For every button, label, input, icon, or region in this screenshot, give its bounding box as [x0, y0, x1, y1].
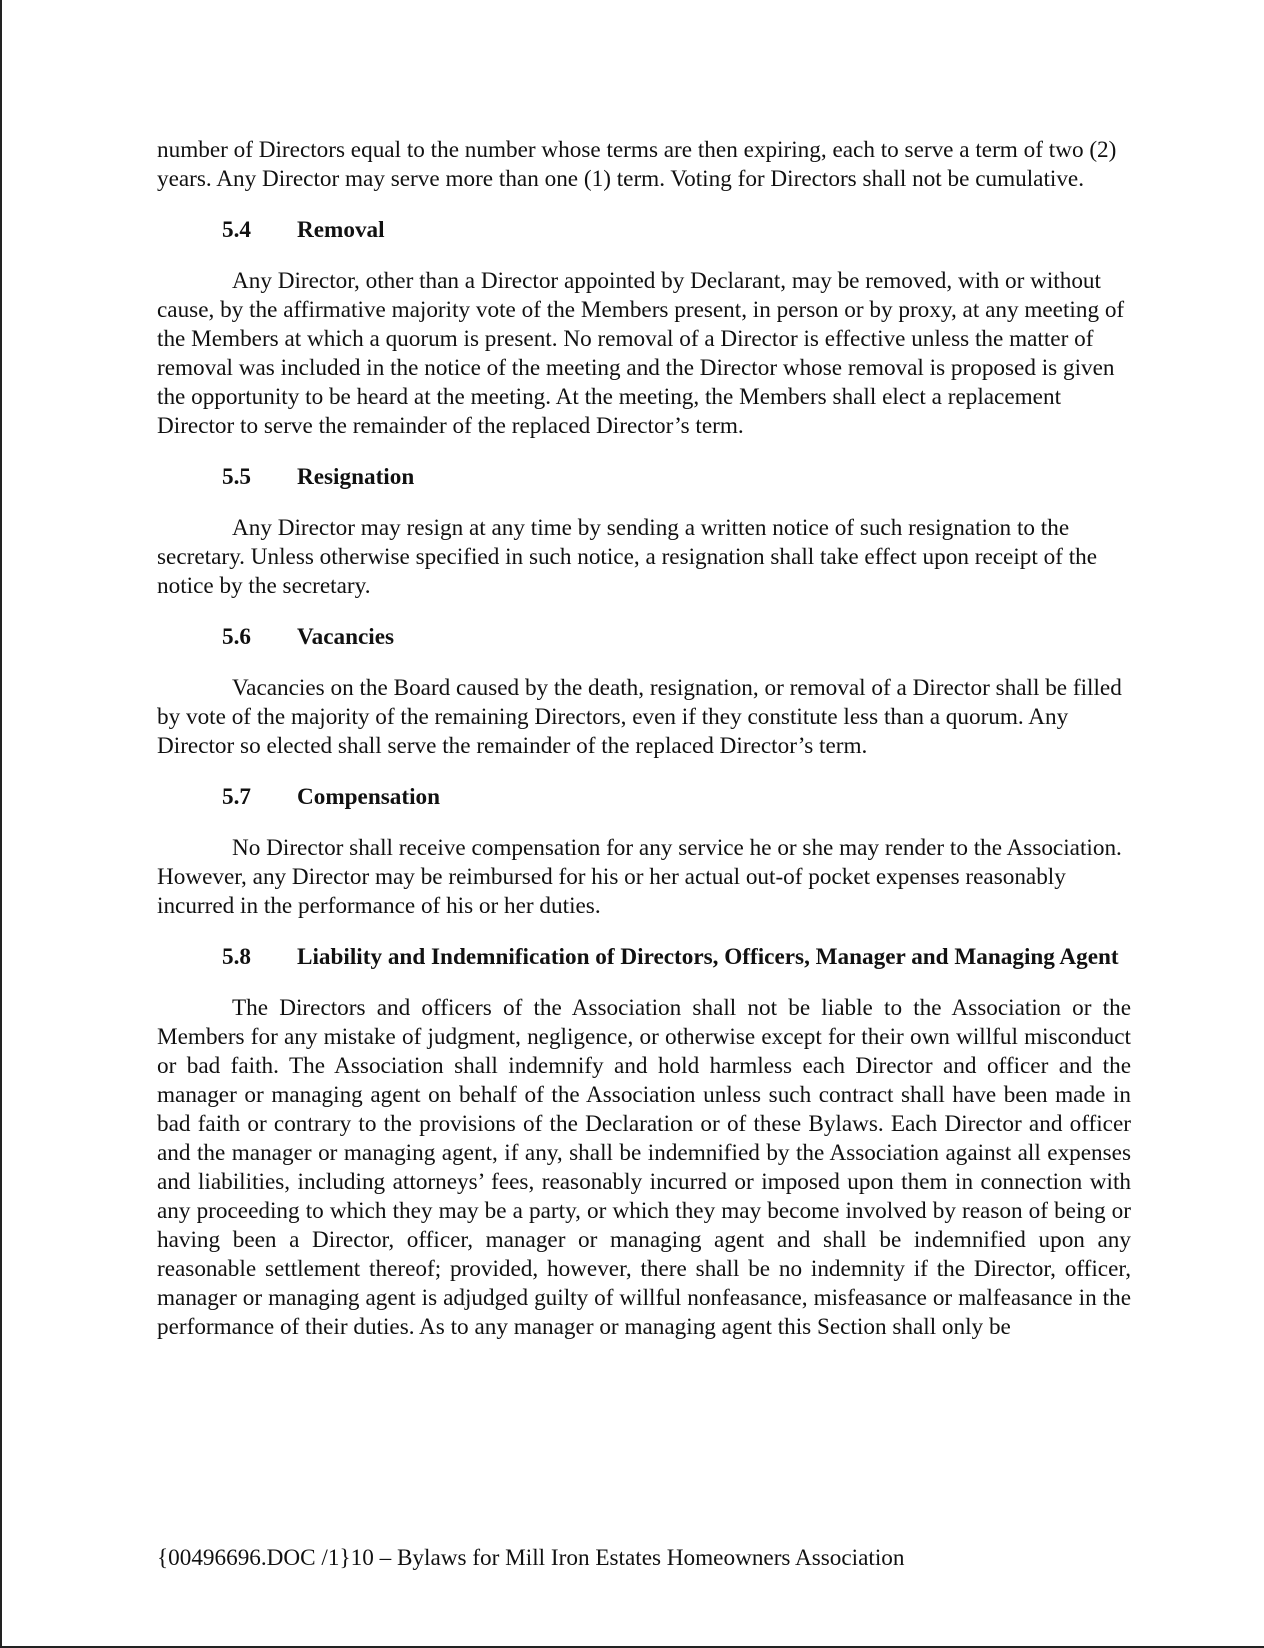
- section-heading-compensation: [157, 783, 1131, 812]
- section-number: 5.7: [222, 784, 251, 810]
- document-body: [157, 136, 1131, 1342]
- section-heading-vacancies: [157, 623, 1131, 652]
- section-heading-liability: [157, 943, 1131, 972]
- section-body-liability: The Directors and officers of the Association shall not be liable to the Association or the Members for any mistake of judgment, negligence, or otherwise except for their own willful misconduct or bad faith. The Association shall indemnify and hold harmless each Director and officer and the manager or managing agent on behalf of the Association unless such contract shall have been made in bad faith or contrary to the provisions of the Declaration or of these Bylaws. Each Director and officer and the manager or managing agent, if any, shall be indemnified by the Association against all expenses and liabilities, including attorneys’ fees, reasonably incurred or imposed upon them in connection with any proceeding to which they may be a party, or which they may become involved by reason of being or having been a Director, officer, manager or managing agent and shall be indemnified upon any reasonable settlement thereof; provided, however, there shall be no indemnity if the Director, officer, manager or managing agent is adjudged guilty of willful nonfeasance, misfeasance or malfeasance in the performance of their duties. As to any manager or managing agent this Section shall only be: [157, 995, 1131, 1340]
- intro-paragraph: number of Directors equal to the number whose terms are then expiring, each to serve a term of two (2) years. Any Director may serve more than one (1) term. Voting for Directors shall not be cumulative.: [157, 137, 1117, 192]
- section-number: 5.5: [222, 464, 251, 490]
- section-heading-removal: [157, 216, 1131, 245]
- section-number: 5.8: [222, 944, 251, 970]
- section-number: 5.6: [222, 624, 251, 650]
- section-body-removal: Any Director, other than a Director appointed by Declarant, may be removed, with or without cause, by the affirmative majority vote of the Members present, in person or by proxy, at any meeting of the Members at which a quorum is present. No removal of a Director is effective unless the matter of removal was included in the notice of the meeting and the Director whose removal is proposed is given the opportunity to be heard at the meeting. At the meeting, the Members shall elect a replacement Director to serve the remainder of the replaced Director’s term.: [157, 268, 1125, 439]
- section-title: Resignation: [297, 464, 415, 490]
- page-footer: {00496696.DOC /1}10 – Bylaws for Mill Iron Estates Homeowners Association: [157, 1545, 905, 1571]
- section-title: Compensation: [297, 784, 441, 810]
- section-heading-resignation: [157, 463, 1131, 492]
- section-title: Liability and Indemnification of Directors, Officers, Manager and Managing Agent: [297, 944, 1119, 970]
- section-body-vacancies: Vacancies on the Board caused by the death, resignation, or removal of a Director shall be filled by vote of the majority of the remaining Directors, even if they constitute less than a quorum. Any Director so elected shall serve the remainder of the replaced Director’s term.: [157, 675, 1122, 759]
- section-title: Removal: [297, 217, 385, 243]
- section-number: 5.4: [222, 217, 251, 243]
- section-body-compensation: No Director shall receive compensation for any service he or she may render to the Association. However, any Director may be reimbursed for his or her actual out-of pocket expenses reasonably incurred in the performance of his or her duties.: [157, 835, 1122, 919]
- section-title: Vacancies: [297, 624, 395, 650]
- section-body-resignation: Any Director may resign at any time by sending a written notice of such resignation to the secretary. Unless otherwise specified in such notice, a resignation shall take effect upon receipt of the notice by the secretary.: [157, 515, 1098, 599]
